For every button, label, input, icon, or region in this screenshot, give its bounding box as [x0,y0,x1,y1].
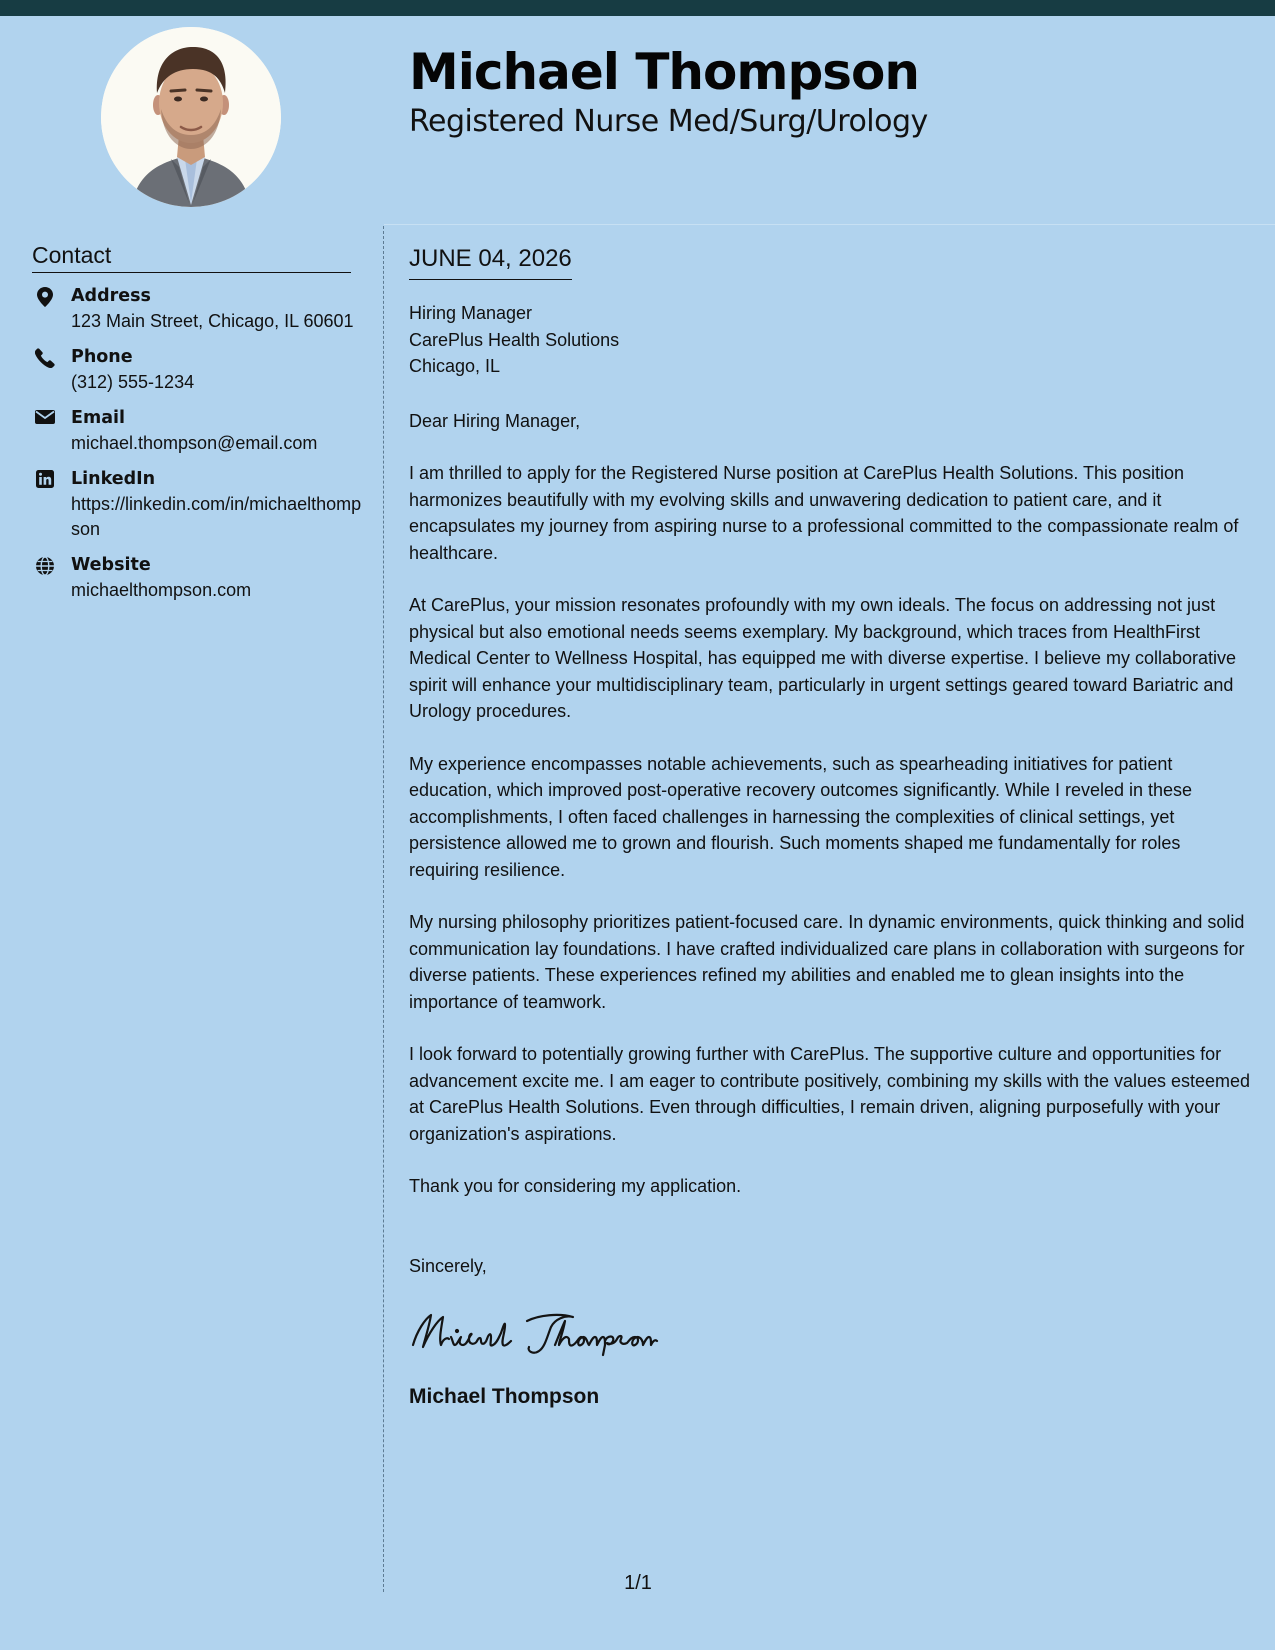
website-value: michaelthompson.com [71,580,252,600]
letter-paragraph: I look forward to potentially growing further with CarePlus. The supportive culture and opportunities for advancement excite me. I am eager to contribute positively, combining my skills with the values esteemed at CarePlus Health Solutions. Even through difficulties, I remain driven, aligning purposefully with your organization's aspirations. [409,1044,1251,1144]
phone-icon [32,348,58,368]
letter-paragraph: Thank you for considering my application. [409,1176,742,1196]
letter-paragraph: I am thrilled to apply for the Registered Nurse position at CarePlus Health Solutions. This position harmonizes beautifully with my evolving skills and unwavering dedication to patient care, and it encapsulates my journey from aspiring nurse to a professional committed to the compassionate realm of healthcare. [409,463,1239,563]
contact-item-address [32,284,362,334]
contact-list [32,284,362,614]
recipient-line: Hiring Manager [409,303,533,323]
recipient-line: CarePlus Health Solutions [409,329,620,350]
contact-item-linkedin [32,467,362,542]
column-divider [383,226,384,1592]
header-divider [384,224,1275,225]
contact-heading: Contact [32,240,351,273]
globe-icon [32,556,58,576]
contact-label: LinkedIn [71,469,156,489]
recipient-line: Chicago, IL [409,356,501,376]
map-pin-icon [32,287,58,307]
page-number: 1/1 [624,1572,652,1594]
contact-label: Website [71,555,151,575]
recipient-block [409,300,1254,380]
contact-item-website [32,553,362,603]
job-title: Registered Nurse Med/Surg/Urology [409,104,928,139]
letter-paragraph: My experience encompasses notable achievements, such as spearheading initiatives for patient education, which improved post-operative recovery outcomes significantly. While I reveled in these accomplishments, I often faced challenges in harnessing the complexities of clinical settings, yet persistence allowed me to grown and flourish. Such moments shaped me fundamentally for roles requiring resilience. [409,753,1193,880]
contact-label: Email [71,408,125,428]
profile-photo [101,27,281,207]
letter-body [409,244,1254,1411]
address-value: 123 Main Street, Chicago, IL 60601 [71,311,354,331]
linkedin-value: https://linkedin.com/in/michaelthompson [71,494,362,539]
contact-item-email [32,406,362,456]
envelope-icon [32,409,58,429]
top-accent-bar [0,0,1275,16]
contact-label: Address [71,286,151,306]
phone-value: (312) 555-1234 [71,372,195,392]
linkedin-icon [32,470,58,490]
signed-name: Michael Thompson [409,1385,600,1408]
email-value: michael.thompson@email.com [71,433,318,453]
contact-label: Phone [71,347,133,367]
letter-date: JUNE 04, 2026 [409,244,572,280]
letter-paragraph: My nursing philosophy prioritizes patient-focused care. In dynamic environments, quick thinking and solid communication lay foundations. I have crafted individualized care plans in collaboration with surgeons for diverse patients. These experiences refined my abilities and enabled me to glean insights into the importance of teamwork. [409,912,1245,1012]
candidate-name: Michael Thompson [409,43,919,101]
contact-item-phone [32,345,362,395]
salutation: Dear Hiring Manager, [409,410,581,431]
closing: Sincerely, [409,1255,487,1276]
handwritten-signature [409,1307,1254,1361]
letter-paragraph: At CarePlus, your mission resonates profoundly with my own ideals. The focus on addressing not just physical but also emotional needs seems exemplary. My background, which traces from HealthFirst Medical Center to Wellness Hospital, has equipped me with diverse expertise. I believe my collaborative spirit will enhance your multidisciplinary team, particularly in urgent settings geared toward Bariatric and Urology procedures. [409,595,1237,721]
